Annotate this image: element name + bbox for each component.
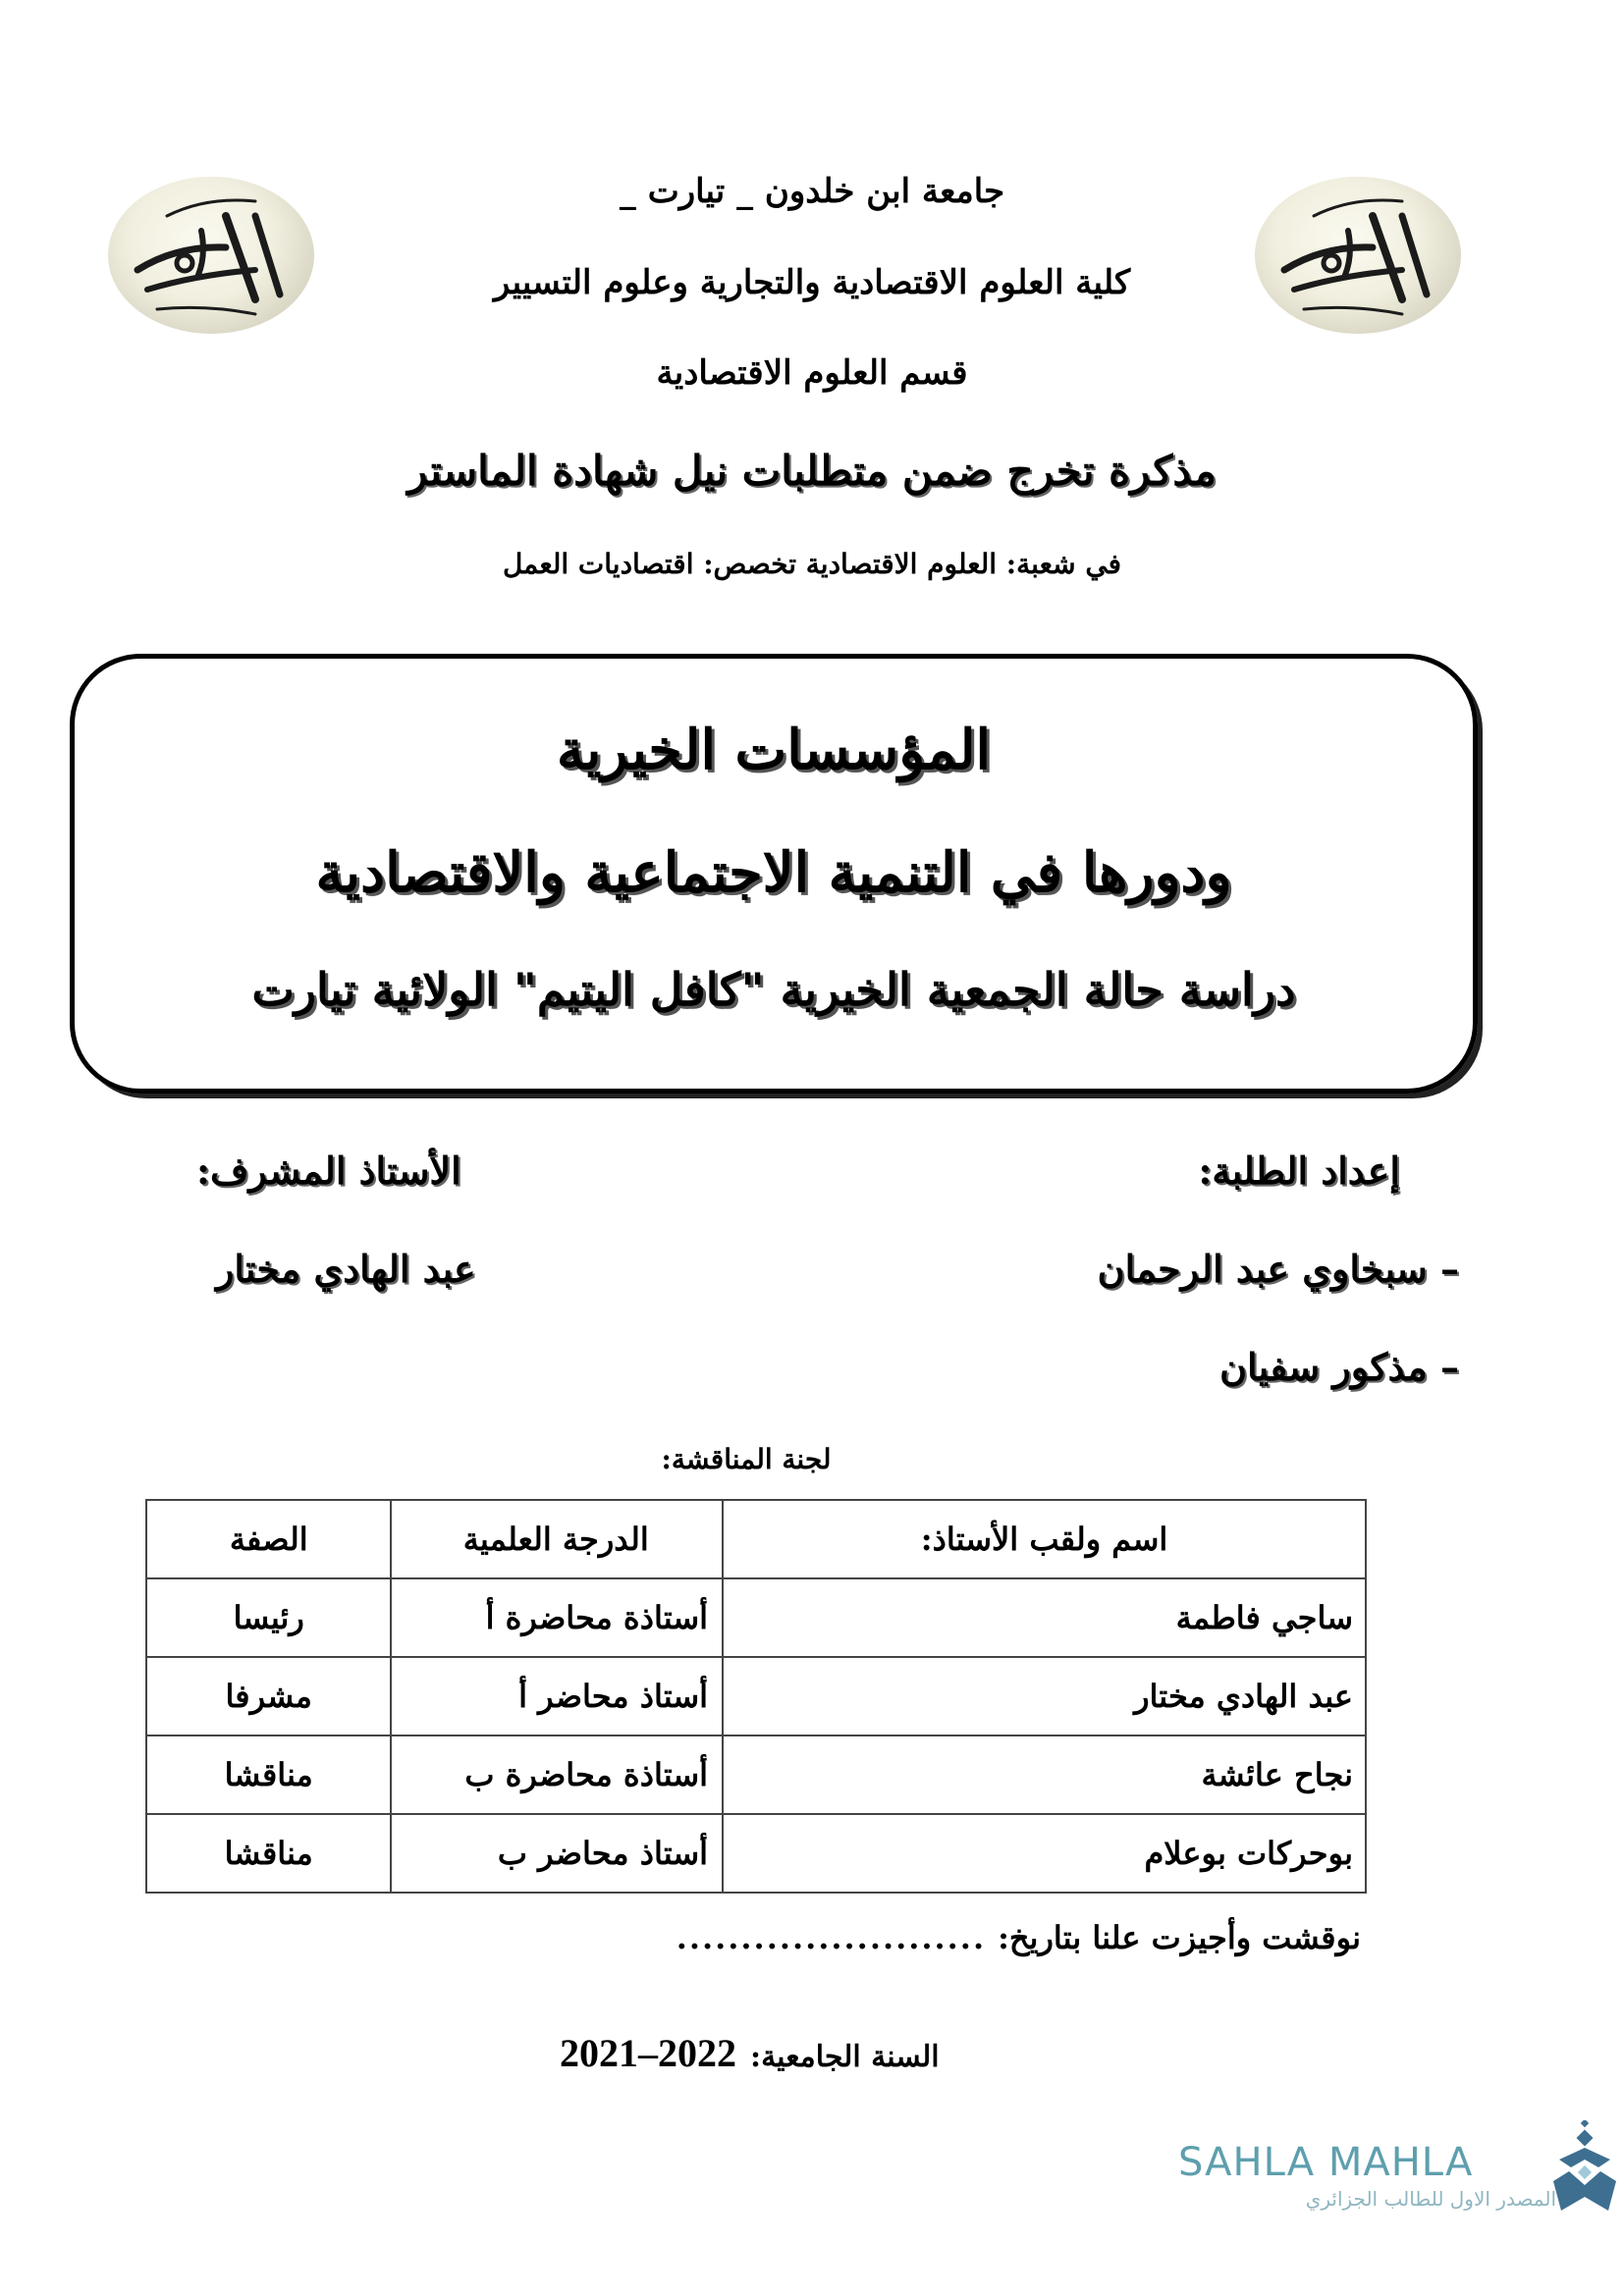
table-row <box>146 1657 1366 1735</box>
jury-table <box>145 1499 1367 1894</box>
table-row <box>146 1814 1366 1893</box>
sahla-mahla-logo-icon <box>1549 2120 1618 2218</box>
jury-member-grade: أستاذ محاضر ب <box>391 1814 723 1893</box>
jury-member-role: مشرفا <box>146 1657 391 1735</box>
students-label: إعداد الطلبة: <box>1198 1148 1400 1193</box>
jury-member-name: بوحركات بوعلام <box>723 1814 1366 1893</box>
jury-member-name: ساجي فاطمة <box>723 1578 1366 1657</box>
jury-member-name: عبد الهادي مختار <box>723 1657 1366 1735</box>
faculty-name: كلية العلوم الاقتصادية والتجارية وعلوم التسيير <box>493 263 1131 302</box>
academic-year-line <box>560 2030 940 2076</box>
defense-date-line <box>677 1919 1361 1956</box>
thesis-title-line-2: ودورها في التنمية الاجتماعية والاقتصادية <box>315 840 1232 905</box>
thesis-subtitle: دراسة حالة الجمعية الخيرية "كافل اليتيم" الولائية تيارت <box>251 963 1296 1016</box>
thesis-type: مذكرة تخرج ضمن متطلبات نيل شهادة الماستر <box>407 447 1217 495</box>
supervisor-name: عبد الهادي مختار <box>216 1247 476 1291</box>
jury-member-grade: أستاذة محاضرة أ <box>391 1578 723 1657</box>
student-name-1: – سبخاوي عبد الرحمان <box>1097 1247 1459 1291</box>
defense-date-label: نوقشت وأجيزت علنا بتاريخ: <box>998 1919 1361 1956</box>
academic-year-value: 2021–2022 <box>560 2031 736 2075</box>
jury-member-role: رئيسا <box>146 1578 391 1657</box>
jury-member-grade: أستاذة محاضرة ب <box>391 1735 723 1814</box>
column-header-name: اسم ولقب الأستاذ: <box>723 1500 1366 1578</box>
university-name: جامعة ابن خلدون _ تيارت _ <box>619 172 1005 211</box>
thesis-title-box <box>70 654 1478 1094</box>
table-row <box>146 1578 1366 1657</box>
jury-label: لجنة المناقشة: <box>661 1443 832 1475</box>
branch-specialty: في شعبة: العلوم الاقتصادية تخصص: اقتصاديات العمل <box>502 548 1122 580</box>
supervisor-label: الأستاذ المشرف: <box>196 1148 461 1193</box>
defense-date-value: ........................ <box>676 1919 987 1956</box>
table-header-row <box>146 1500 1366 1578</box>
table-row <box>146 1735 1366 1814</box>
watermark-brand: SAHLA MAHLA <box>1178 2140 1474 2185</box>
thesis-title-line-1: المؤسسات الخيرية <box>556 718 992 782</box>
student-name-2: – مذكور سفيان <box>1219 1345 1459 1389</box>
column-header-grade: الدرجة العلمية <box>391 1500 723 1578</box>
department-name: قسم العلوم الاقتصادية <box>656 353 968 393</box>
column-header-role: الصفة <box>146 1500 391 1578</box>
jury-member-grade: أستاذ محاضر أ <box>391 1657 723 1735</box>
jury-member-role: مناقشا <box>146 1735 391 1814</box>
academic-year-label: السنة الجامعية: <box>750 2040 940 2074</box>
watermark-tagline: المصدر الاول للطالب الجزائري <box>1305 2187 1556 2211</box>
jury-member-role: مناقشا <box>146 1814 391 1893</box>
jury-member-name: نجاح عائشة <box>723 1735 1366 1814</box>
